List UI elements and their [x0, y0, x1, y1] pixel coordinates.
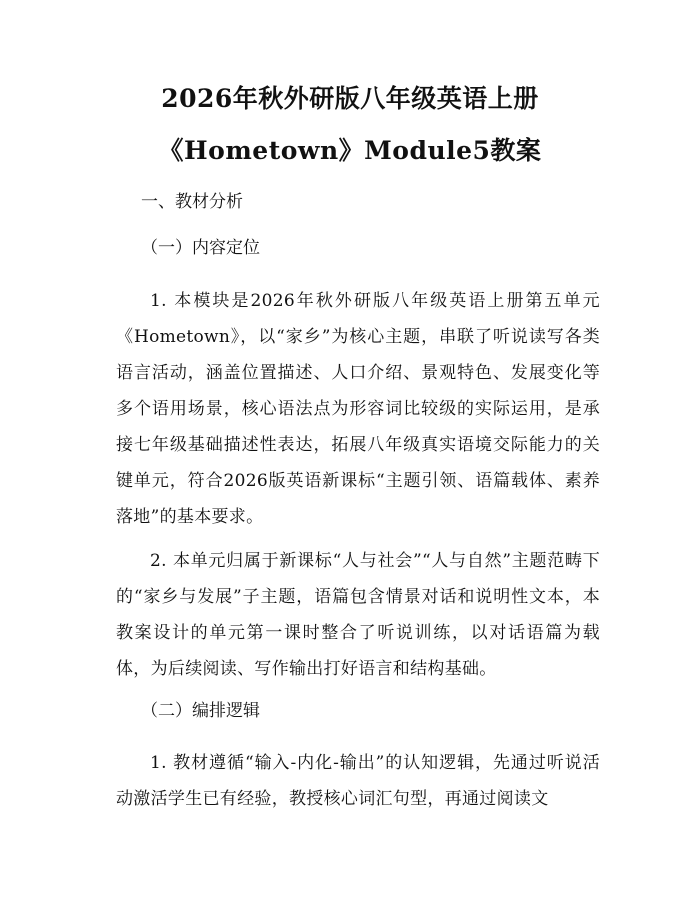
paragraph-3: 1. 教材遵循“输入-内化-输出”的认知逻辑，先通过听说活动激活学生已有经验，教授核心词汇句型，再通过阅读文 [116, 753, 600, 809]
paragraph-1: 1. 本模块是2026年秋外研版八年级英语上册第五单元《Hometown》，以“家乡”为核心主题，串联了听说读写各类语言活动，涵盖位置描述、人口介绍、景观特色、发展变化等多个语用场景，核心语法点为形容词比较级的实际运用，是承接七年级基础描述性表达，拓展八年级真实语境交际能力的关键单元，符合2026版英语新课标“主题引领、语篇载体、素养落地”的基本要求。 [116, 291, 600, 527]
subsection-heading-content-positioning: （一）内容定位 [141, 238, 260, 258]
section-heading-textbook-analysis: 一、教材分析 [141, 192, 243, 212]
paragraph-2: 2. 本单元归属于新课标“人与社会”“人与自然”主题范畴下的“家乡与发展”子主题，语篇包含情景对话和说明性文本，本教案设计的单元第一课时整合了听说训练，以对话语篇为载体，为后续阅读、写作输出打好语言和结构基础。 [116, 551, 600, 679]
document-title-line1: 2026年秋外研版八年级英语上册 [161, 84, 539, 113]
document-title-line2: 《Hometown》Module5教案 [158, 136, 542, 165]
subsection-heading-arrangement-logic: （二）编排逻辑 [141, 701, 260, 721]
